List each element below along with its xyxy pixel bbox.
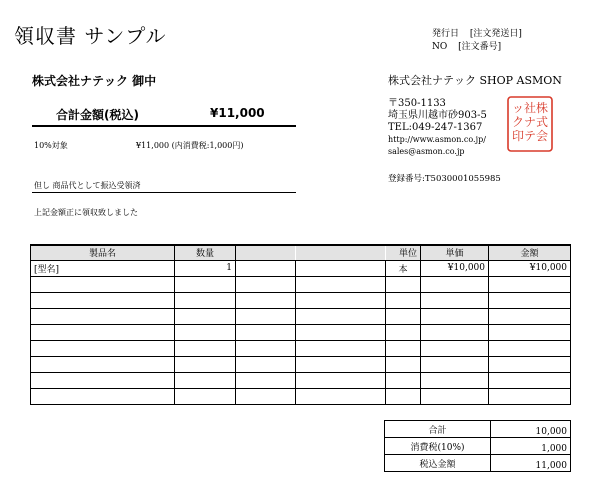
- payment-note: 但し 商品代として振込受領済: [34, 181, 141, 190]
- tax-rate: 10%対象: [34, 141, 68, 150]
- cell-empty: [489, 308, 571, 324]
- cell-empty: [175, 372, 236, 388]
- subtotal-label: 合計: [385, 421, 491, 438]
- cell-empty: [421, 356, 489, 372]
- cell-empty: [421, 324, 489, 340]
- cell-empty: [31, 356, 175, 372]
- cell-product: [型名]: [31, 260, 175, 276]
- items-header-row: [31, 245, 571, 260]
- header-unit-price: 単価: [421, 245, 489, 260]
- cell-empty: [236, 308, 296, 324]
- svg-text:社: 社: [523, 101, 537, 115]
- cell-empty: [236, 356, 296, 372]
- cell-blank: [236, 260, 296, 276]
- cell-empty: [236, 372, 296, 388]
- cell-empty: [489, 276, 571, 292]
- svg-text:ナ: ナ: [523, 115, 537, 129]
- cell-empty: [421, 308, 489, 324]
- issuer-tel: TEL:049-247-1367: [388, 122, 483, 133]
- cell-empty: [386, 340, 421, 356]
- grand-total-label: 税込金額: [385, 455, 491, 472]
- tax-value: 1,000: [491, 438, 571, 455]
- header-unit: 単位: [386, 245, 421, 260]
- receipt-title: 領収書 サンプル: [14, 24, 167, 48]
- cell-unit: 本: [386, 260, 421, 276]
- cell-amount: ¥10,000: [489, 260, 571, 276]
- cell-empty: [489, 356, 571, 372]
- table-row: [31, 292, 571, 308]
- grand-total-value: 11,000: [491, 455, 571, 472]
- svg-text:テ: テ: [523, 129, 537, 143]
- cell-empty: [421, 372, 489, 388]
- cell-empty: [31, 292, 175, 308]
- cell-empty: [489, 372, 571, 388]
- cell-empty: [31, 276, 175, 292]
- cell-empty: [31, 372, 175, 388]
- cell-empty: [386, 388, 421, 404]
- cell-empty: [489, 292, 571, 308]
- table-row: [31, 388, 571, 404]
- registration-number: 登録番号:T5030001055985: [388, 174, 501, 184]
- order-no-value: [注文番号]: [458, 42, 502, 52]
- header-blank-1: [236, 245, 296, 260]
- svg-text:印: 印: [511, 129, 525, 143]
- svg-text:式: 式: [535, 115, 549, 129]
- order-no-label: NO: [432, 42, 448, 52]
- cell-empty: [296, 324, 386, 340]
- header-blank-2: [296, 245, 386, 260]
- cell-empty: [175, 308, 236, 324]
- issuer-postal: 〒350-1133: [388, 98, 446, 109]
- cell-empty: [236, 292, 296, 308]
- issue-info: [432, 28, 522, 54]
- summary-subtotal-row: [385, 421, 571, 438]
- svg-text:ク: ク: [511, 115, 525, 129]
- cell-empty: [386, 308, 421, 324]
- received-statement: 上記金額正に領収致しました: [34, 208, 138, 217]
- cell-empty: [236, 276, 296, 292]
- company-seal-stamp: [506, 95, 554, 153]
- svg-text:株: 株: [535, 101, 549, 115]
- svg-text:会: 会: [535, 129, 549, 143]
- cell-empty: [421, 388, 489, 404]
- cell-empty: [175, 276, 236, 292]
- table-row: [31, 276, 571, 292]
- cell-empty: [296, 292, 386, 308]
- total-underline: [32, 125, 296, 127]
- cell-empty: [386, 292, 421, 308]
- table-row: [31, 260, 571, 276]
- cell-empty: [296, 372, 386, 388]
- items-body: [31, 260, 571, 404]
- table-row: [31, 308, 571, 324]
- issuer-company: 株式会社ナテック SHOP ASMON: [388, 74, 562, 87]
- table-row: [31, 356, 571, 372]
- cell-empty: [236, 324, 296, 340]
- cell-blank: [296, 260, 386, 276]
- cell-empty: [175, 324, 236, 340]
- cell-empty: [31, 324, 175, 340]
- total-amount-label: 合計金額(税込): [56, 108, 139, 122]
- cell-empty: [175, 356, 236, 372]
- summary-total-row: [385, 455, 571, 472]
- cell-empty: [489, 324, 571, 340]
- cell-empty: [421, 292, 489, 308]
- svg-text:ッ: ッ: [511, 101, 525, 115]
- cell-empty: [236, 388, 296, 404]
- cell-unit-price: ¥10,000: [421, 260, 489, 276]
- cell-empty: [296, 388, 386, 404]
- cell-empty: [296, 308, 386, 324]
- issue-date-label: 発行日: [432, 29, 460, 39]
- cell-empty: [296, 340, 386, 356]
- summary-tax-row: [385, 438, 571, 455]
- issuer-address-block: [388, 98, 487, 158]
- table-row: [31, 324, 571, 340]
- header-amount: 金額: [489, 245, 571, 260]
- cell-empty: [31, 308, 175, 324]
- subtotal-value: 10,000: [491, 421, 571, 438]
- summary-table: [384, 420, 571, 472]
- header-product: 製品名: [31, 245, 175, 260]
- cell-empty: [175, 292, 236, 308]
- header-quantity: 数量: [175, 245, 236, 260]
- cell-empty: [386, 356, 421, 372]
- tax-detail: ¥11,000 (内消費税:1,000円): [136, 141, 244, 150]
- cell-empty: [386, 324, 421, 340]
- cell-empty: [31, 388, 175, 404]
- cell-empty: [236, 340, 296, 356]
- issuer-email: sales@asmon.co.jp: [388, 147, 465, 156]
- table-row: [31, 372, 571, 388]
- cell-empty: [386, 372, 421, 388]
- cell-empty: [421, 340, 489, 356]
- issue-date-value: [注文発送日]: [469, 29, 522, 39]
- issuer-address: 埼玉県川越市砂903-5: [388, 110, 487, 121]
- total-amount-value: ¥11,000: [210, 106, 265, 120]
- tax-label: 消費税(10%): [385, 438, 491, 455]
- cell-quantity: 1: [175, 260, 236, 276]
- cell-empty: [296, 276, 386, 292]
- cell-empty: [489, 388, 571, 404]
- cell-empty: [489, 340, 571, 356]
- cell-empty: [31, 340, 175, 356]
- cell-empty: [175, 388, 236, 404]
- issuer-url: http://www.asmon.co.jp/: [388, 135, 486, 144]
- recipient-name: 株式会社ナテック 御中: [32, 74, 157, 88]
- items-table: [30, 244, 571, 405]
- cell-empty: [296, 356, 386, 372]
- table-row: [31, 340, 571, 356]
- payment-note-underline: [32, 192, 296, 193]
- cell-empty: [386, 276, 421, 292]
- cell-empty: [175, 340, 236, 356]
- cell-empty: [421, 276, 489, 292]
